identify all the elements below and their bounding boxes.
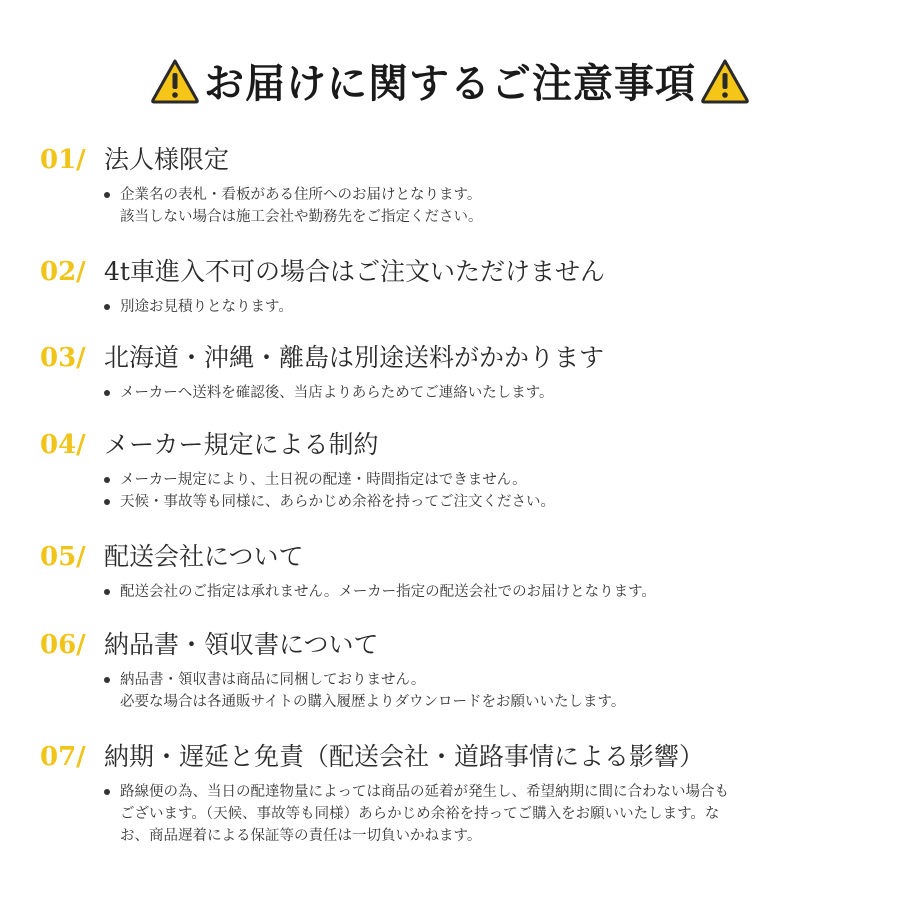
section-title: 納品書・領収書について <box>104 630 379 659</box>
bullet-item <box>102 469 870 491</box>
bullet-item <box>102 382 870 404</box>
section-heading <box>40 140 870 176</box>
section-number: 05/ <box>40 542 86 572</box>
bullet-text-line: お、商品遅着による保証等の責任は一切負いかねます。 <box>120 828 482 844</box>
section-heading <box>40 425 870 461</box>
bullet-text-line: 企業名の表札・看板がある住所へのお届けとなります。 <box>120 187 482 203</box>
warning-icon <box>700 58 750 104</box>
notice-section <box>40 140 870 228</box>
bullet-item <box>102 296 870 318</box>
section-title: メーカー規定による制約 <box>104 430 379 459</box>
notice-section <box>40 625 870 713</box>
bullet-text-line: ございます。（天候、事故等も同様）あらかじめ余裕を持ってご購入をお願いいたします。な <box>120 806 720 822</box>
bullet-text-line: 別途お見積りとなります。 <box>120 299 293 315</box>
section-number: 04/ <box>40 430 86 460</box>
bullet-list <box>40 581 870 603</box>
bullet-text-line: 納品書・領収書は商品に同梱しておりません。 <box>120 672 426 688</box>
notice-section <box>40 338 870 404</box>
section-number: 01/ <box>40 145 86 175</box>
notice-section <box>40 425 870 513</box>
section-heading <box>40 537 870 573</box>
section-heading <box>40 252 870 288</box>
page-title: お届けに関するご注意事項 <box>204 61 696 107</box>
section-title: 北海道・沖縄・離島は別途送料がかかります <box>104 343 605 372</box>
bullet-text-line: 天候・事故等も同様に、あらかじめ余裕を持ってご注文ください。 <box>120 494 555 510</box>
bullet-list <box>40 184 870 228</box>
bullet-text-line: メーカーへ送料を確認後、当店よりあらためてご連絡いたします。 <box>120 385 554 401</box>
section-number: 06/ <box>40 630 86 660</box>
notice-section <box>40 537 870 603</box>
bullet-item <box>102 184 870 228</box>
header <box>0 52 900 109</box>
section-heading <box>40 737 870 773</box>
warning-icon <box>150 58 200 104</box>
section-title: 法人様限定 <box>104 145 230 174</box>
section-title: 納期・遅延と免責（配送会社・道路事情による影響） <box>104 742 705 771</box>
section-heading <box>40 625 870 661</box>
bullet-item <box>102 781 870 847</box>
bullet-list <box>40 781 870 847</box>
section-title: 4t車進入不可の場合はご注文いただけません <box>104 257 605 286</box>
section-heading <box>40 338 870 374</box>
bullet-item <box>102 581 870 603</box>
bullet-text-line: 必要な場合は各通販サイトの購入履歴よりダウンロードをお願いいたします。 <box>120 694 626 710</box>
bullet-item <box>102 491 870 513</box>
notice-section <box>40 737 870 847</box>
section-number: 07/ <box>40 742 86 772</box>
notice-section <box>40 252 870 318</box>
bullet-list <box>40 469 870 513</box>
section-title: 配送会社について <box>104 542 304 571</box>
section-number: 03/ <box>40 343 86 373</box>
bullet-text-line: 該当しない場合は施工会社や勤務先をご指定ください。 <box>120 209 483 225</box>
bullet-list <box>40 296 870 318</box>
bullet-item <box>102 669 870 713</box>
bullet-text-line: 配送会社のご指定は承れません。メーカー指定の配送会社でのお届けとなります。 <box>120 584 656 600</box>
bullet-text-line: メーカー規定により、土日祝の配達・時間指定はできません。 <box>120 472 527 488</box>
bullet-list <box>40 382 870 404</box>
bullet-list <box>40 669 870 713</box>
bullet-text-line: 路線便の為、当日の配達物量によっては商品の延着が発生し、希望納期に間に合わない場合も <box>120 784 729 800</box>
section-number: 02/ <box>40 257 86 287</box>
